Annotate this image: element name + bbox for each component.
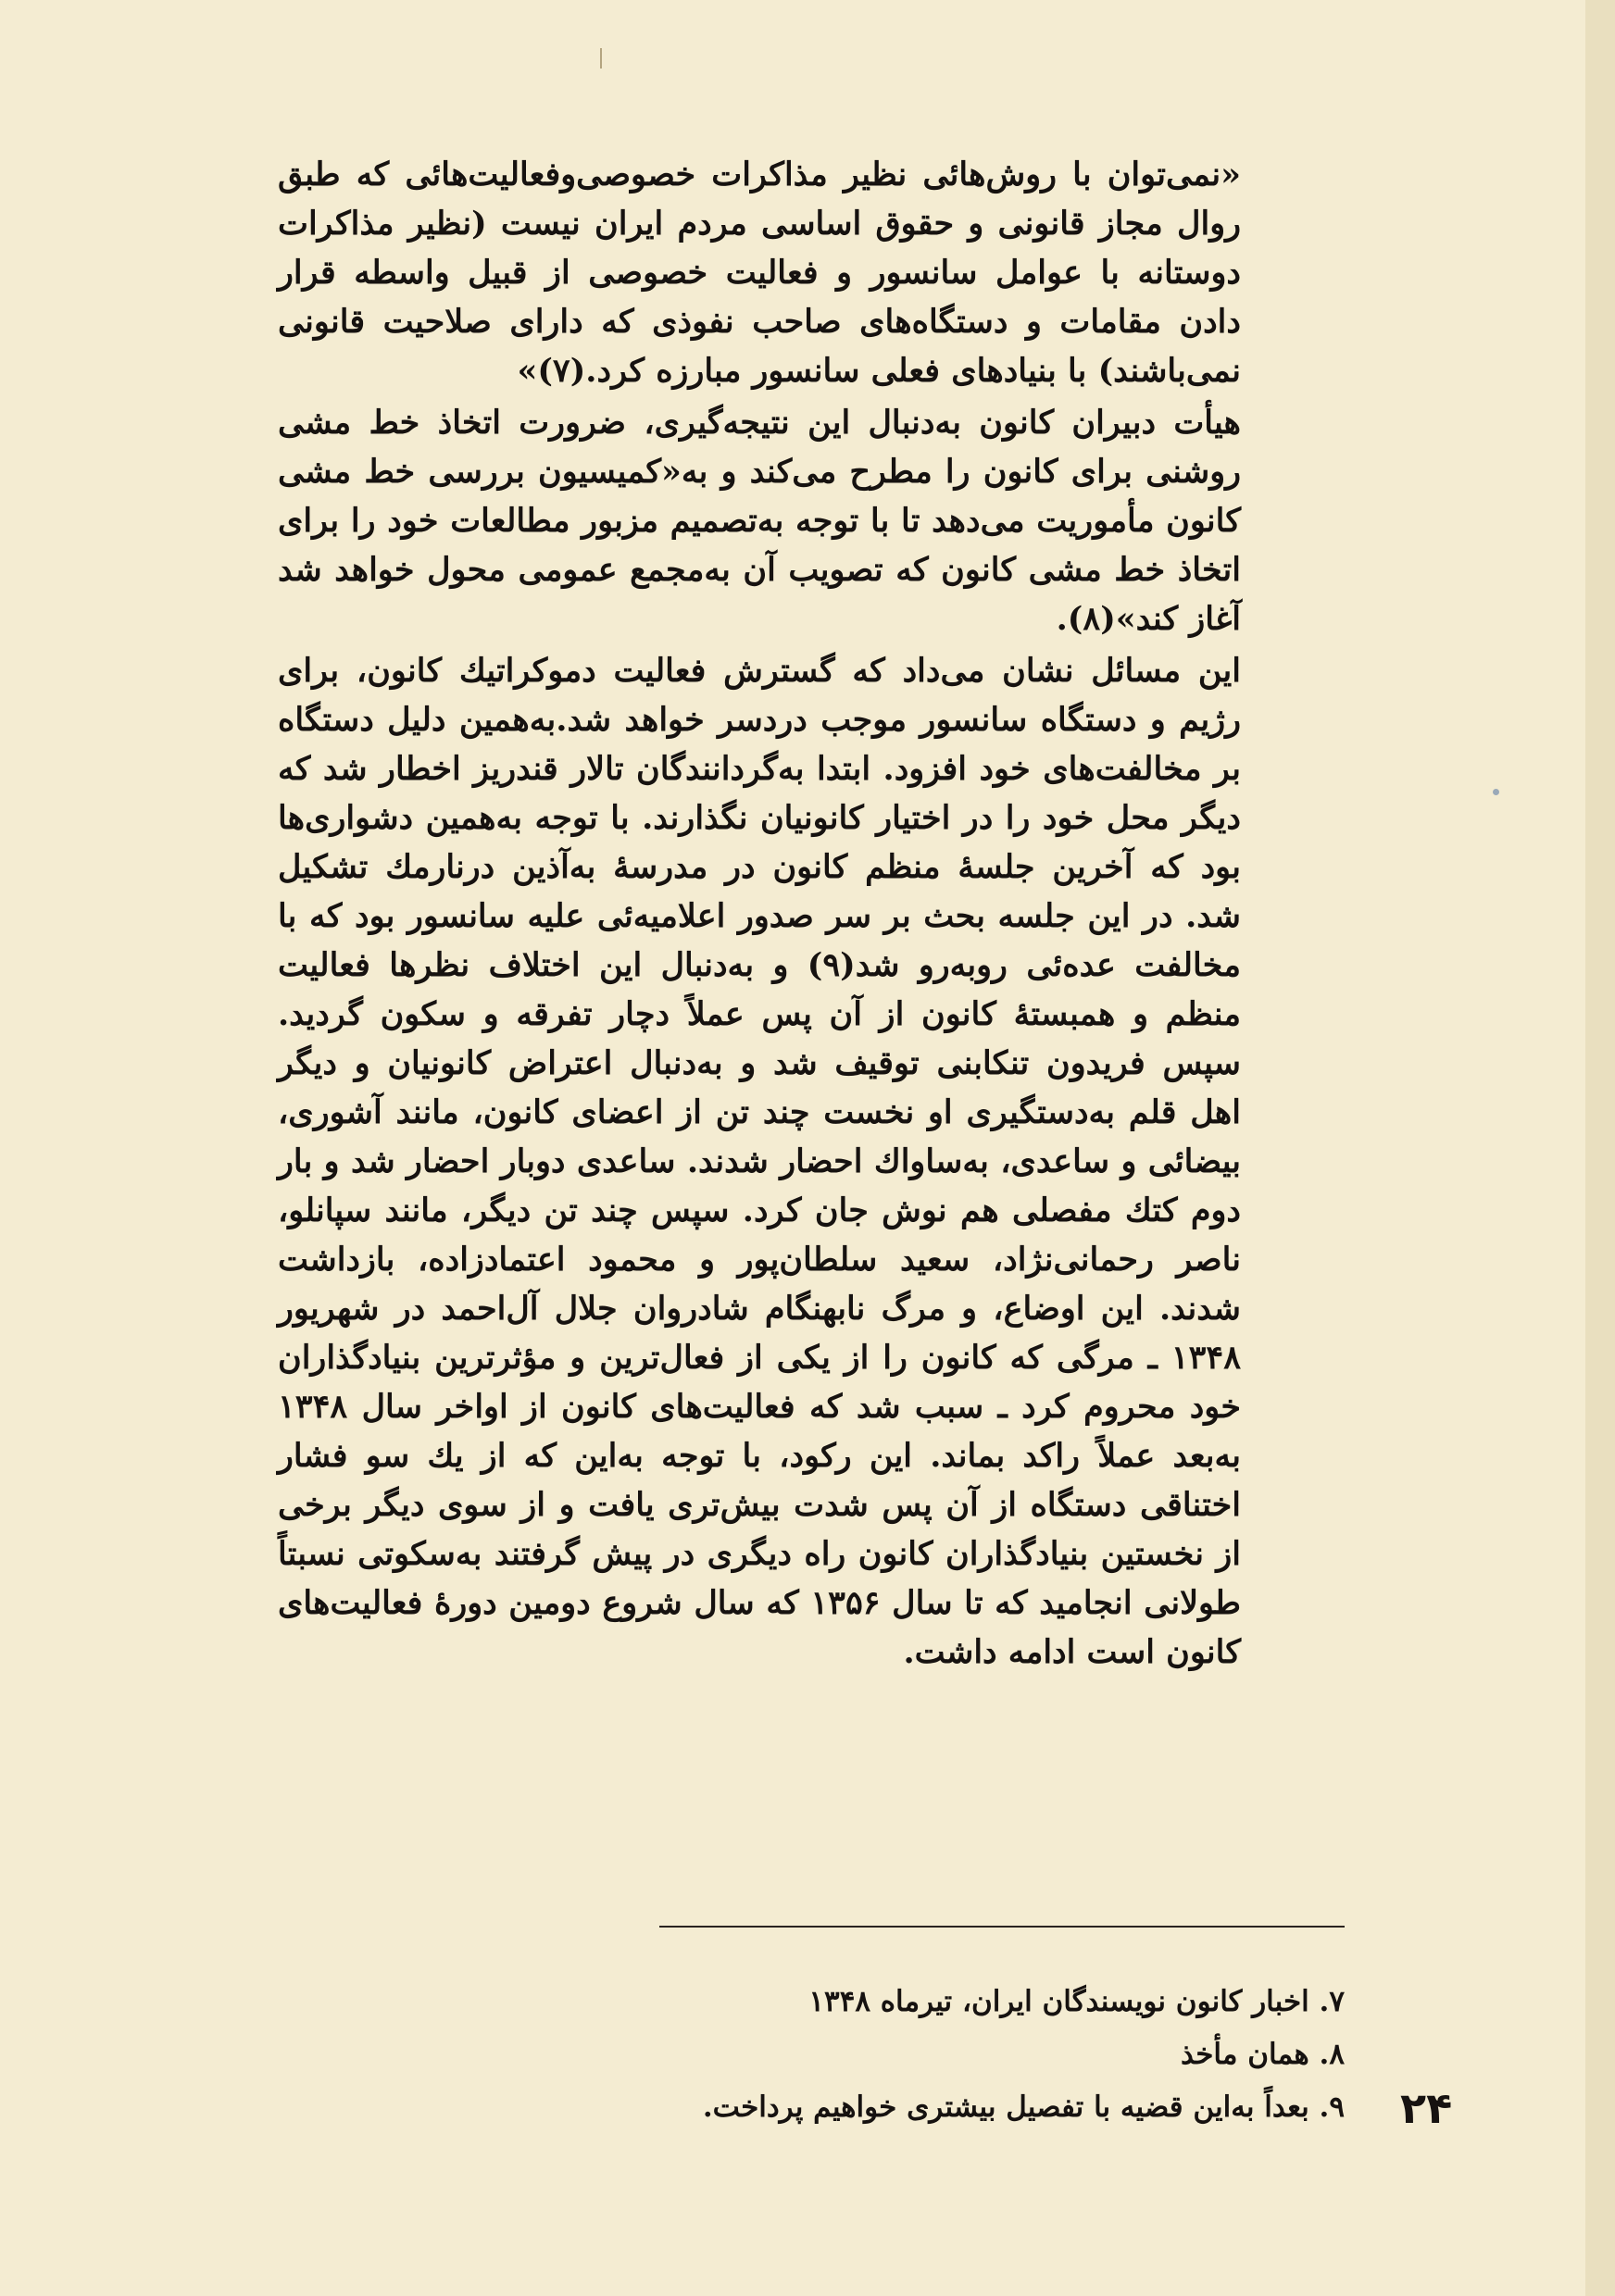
footnote-9: ۹. بعداً به‌این قضیه با تفصیل بیشتری خواهیم پرداخت. xyxy=(702,2090,1345,2124)
footnotes xyxy=(593,1926,1345,2134)
secretariat-paragraph: هیأت دبیران کانون به‌دنبال این نتیجه‌گیری، ضرورت اتخاذ خط مشی روشنی برای کانون را مطرح می‌کند و به«کمیسیون بررسی خط مشی کانون مأموریت می‌دهد تا با توجه به‌تصمیم مزبور مطالعات خود را برای اتخاذ خط مشی کانون که تصویب آن به‌مجمع عمومی محول خواهد شد آغاز کند»(۸). xyxy=(278,404,1241,638)
footnote-7: ۷. اخبار کانون نویسندگان ایران، تیرماه ۱۳۴۸ xyxy=(808,1985,1345,2018)
page-number: ۲۴ xyxy=(1400,2083,1453,2133)
footnote-8: ۸. همان مأخذ xyxy=(1181,2038,1345,2071)
quote-paragraph: «نمی‌توان با روش‌هائی نظیر مذاکرات خصوصی‌وفعالیت‌هائی که طبق روال مجاز قانونی و حقوق اساسی مردم ایران نیست (نظیر مذاکرات دوستانه با عوامل سانسور و فعالیت خصوصی از قبیل واسطه قرار دادن مقامات و دستگاه‌های صاحب نفوذی که دارای صلاحیت قانونی نمی‌باشند) با بنیادهای فعلی سانسور مبارزه کرد.(۷)» xyxy=(278,156,1241,390)
footnote-separator xyxy=(659,1926,1345,1928)
scan-artifact-mark xyxy=(600,48,602,69)
history-paragraph: این مسائل نشان می‌داد که گسترش فعالیت دموکراتیك کانون، برای رژیم و دستگاه سانسور موجب دردسر خواهد شد.به‌همین دلیل دستگاه بر مخالفت‌های خود افزود. ابتدا به‌گردانندگان تالار قندریز اخطار شد که دیگر محل خود را در اختیار کانونیان نگذارند. با توجه به‌همین دشواری‌ها بود که آخرین جلسهٔ منظم کانون در مدرسهٔ به‌آذین درنارمك تشکیل شد. در این جلسه بحث بر سر صدور اعلامیه‌ئی علیه سانسور بود که با مخالفت عده‌ئی روبه‌رو شد(۹) و به‌دنبال این اختلاف نظرها فعالیت منظم و همبستهٔ کانون از آن پس عملاً دچار تفرقه و سکون گردید. سپس فریدون تنکابنی توقیف شد و به‌دنبال اعتراض کانونیان و دیگر اهل قلم به‌دستگیری او نخست چند تن از اعضای کانون، مانند آشوری، بیضائی و ساعدی، به‌ساواك احضار شدند. ساعدی دوبار احضار شد و بار دوم کتك مفصلی هم نوش جان کرد. سپس چند تن دیگر، مانند سپانلو، ناصر رحمانی‌نژاد، سعید سلطان‌پور و محمود اعتمادزاده، بازداشت شدند. این اوضاع، و مرگ نابهنگام شادروان جلال آل‌احمد در شهریور ۱۳۴۸ ـ مرگی که کانون را از یکی از فعال‌ترین و مؤثرترین بنیادگذاران خود محروم کرد ـ سبب شد که فعالیت‌های کانون از اواخر سال ۱۳۴۸ به‌بعد عملاً راکد بماند. این رکود، با توجه به‌این که از یك سو فشار اختناقی دستگاه از آن پس شدت بیش‌تری یافت و از سوی دیگر برخی از نخستین بنیادگذاران کانون راه دیگری در پیش گرفتند به‌سکوتی نسبتاً طولانی انجامید که تا سال ۱۳۵۶ که سال شروع دومین دورهٔ فعالیت‌های کانون است ادامه داشت. xyxy=(278,652,1241,1671)
scan-artifact-dot xyxy=(1493,789,1499,795)
main-text xyxy=(278,150,1241,1677)
